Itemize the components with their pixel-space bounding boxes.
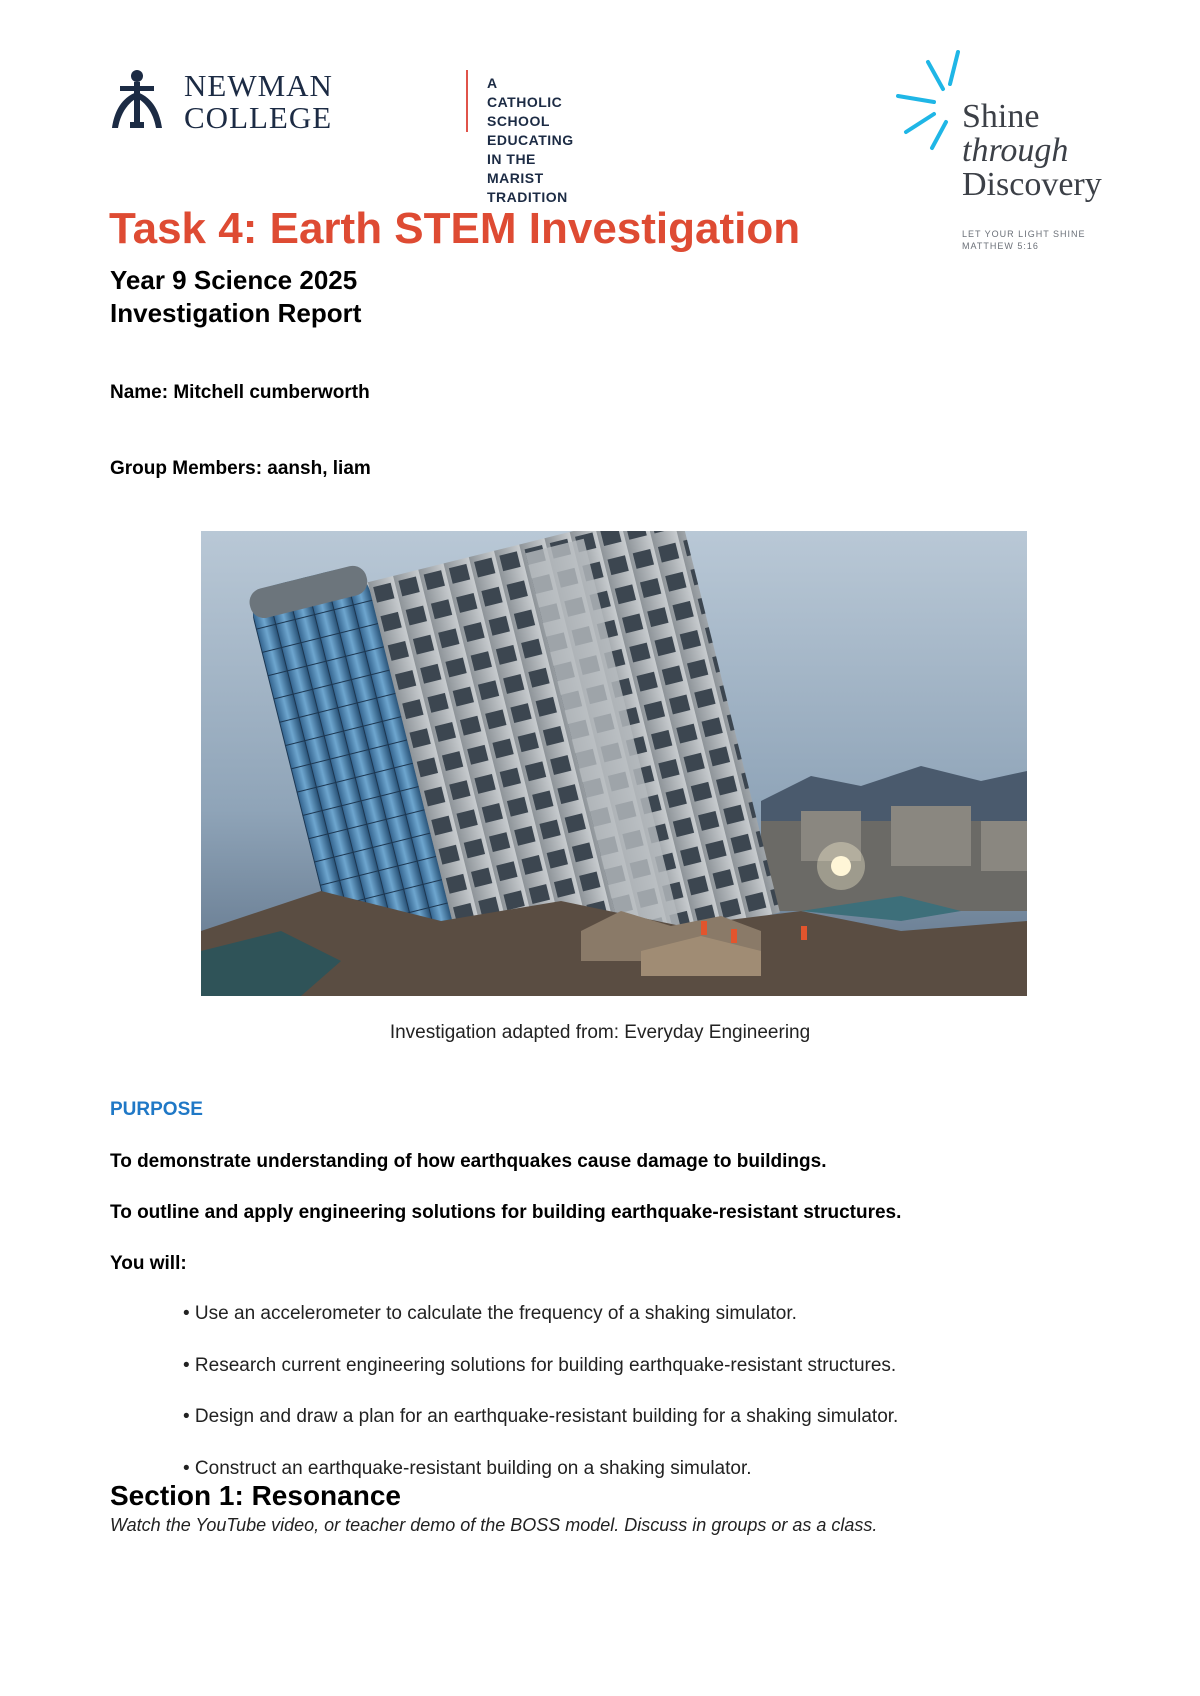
section-1-instruction: Watch the YouTube video, or teacher demo of the BOSS model. Discuss in groups or as a class. <box>110 1515 878 1535</box>
you-will-label: You will: <box>110 1253 187 1274</box>
image-caption: Investigation adapted from: Everyday Engineering <box>389 1022 811 1043</box>
logo-divider <box>466 70 468 132</box>
section-1-title: Section 1: Resonance <box>110 1480 401 1511</box>
group-members: Group Members: aansh, liam <box>110 458 371 479</box>
student-name: Name: Mitchell cumberworth <box>110 382 370 403</box>
list-item: • Research current engineering solutions for building earthquake-resistant structures. <box>183 1354 897 1376</box>
motto-scripture: LET YOUR LIGHT SHINE MATTHEW 5:16 <box>962 229 1086 251</box>
list-item: • Design and draw a plan for an earthquake-resistant building for a shaking simulator. <box>183 1406 899 1427</box>
page-title: Task 4: Earth STEM Investigation <box>109 204 801 253</box>
list-item: • Use an accelerometer to calculate the frequency of a shaking simulator. <box>183 1303 797 1324</box>
earthquake-scene-image <box>201 531 1027 996</box>
page-subtitle: Year 9 Science 2025 Investigation Report <box>110 265 362 328</box>
purpose-line-2: To outline and apply engineering solutions for building earthquake-resistant structures. <box>110 1202 902 1223</box>
task-bullet-list <box>183 1303 898 1509</box>
collapsed-building-photo <box>201 531 1027 996</box>
college-tagline: A CATHOLIC SCHOOL EDUCATING IN THE MARIST TRADITION <box>487 75 574 205</box>
purpose-heading: PURPOSE <box>110 1099 203 1120</box>
shine-through-discovery-logo <box>888 44 1128 254</box>
purpose-line-1: To demonstrate understanding of how earthquakes cause damage to buildings. <box>110 1151 827 1172</box>
list-item: • Construct an earthquake-resistant building on a shaking simulator. <box>183 1457 752 1479</box>
newman-college-logo <box>108 68 574 205</box>
college-name: NEWMAN COLLEGE <box>184 68 333 135</box>
sun-rays-icon <box>888 44 968 154</box>
marist-cross-emblem-icon <box>108 68 166 134</box>
motto-text: Shine through Discovery <box>962 98 1102 203</box>
